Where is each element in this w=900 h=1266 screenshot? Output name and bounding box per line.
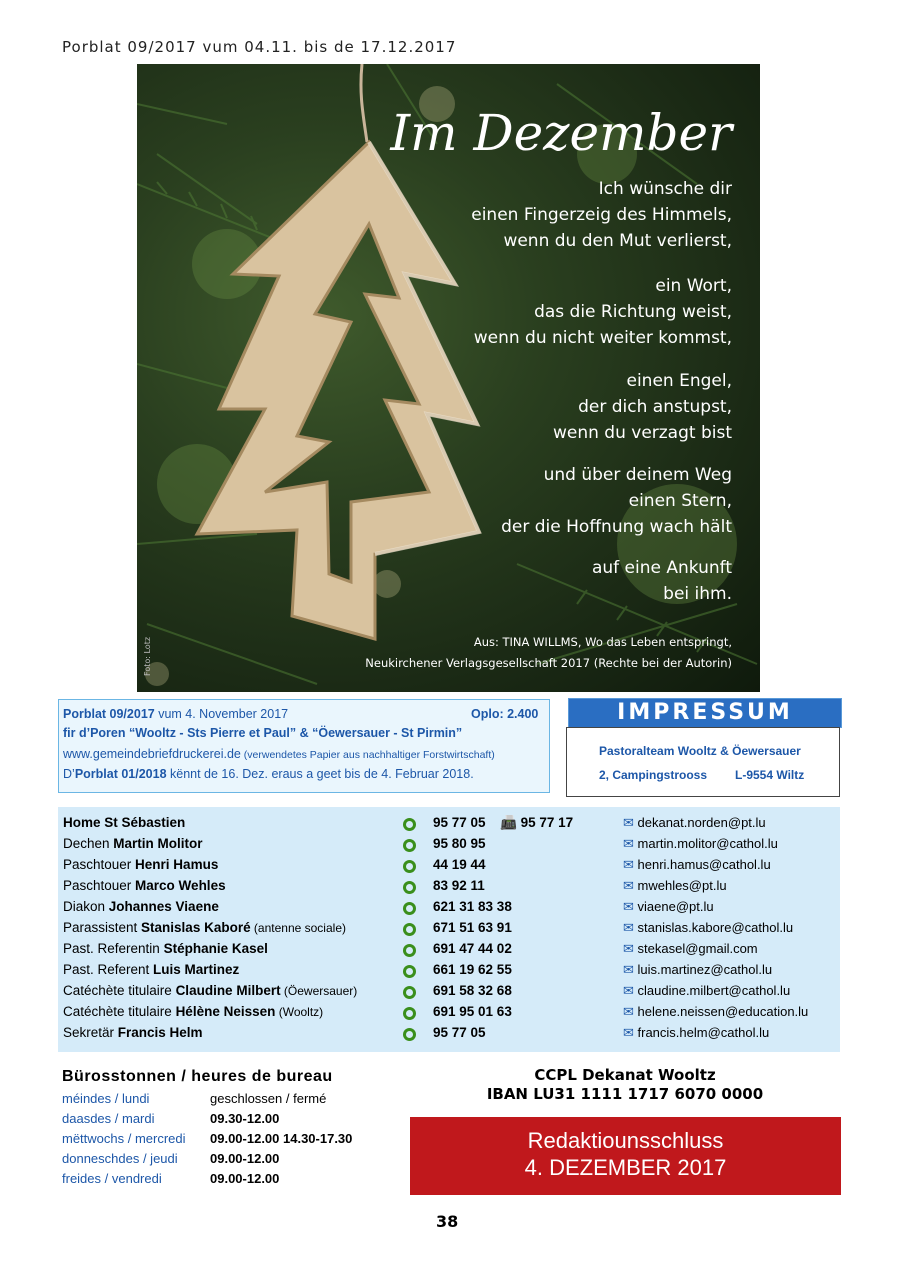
contact-name: Francis Helm [117,1025,203,1040]
contact-email[interactable]: mwehles@pt.lu [637,878,727,893]
contact-phone[interactable]: 621 31 83 38 [433,899,512,914]
contact-name-cell [63,941,268,956]
office-hours-title: Bürosstonnen / heures de bureau [62,1068,333,1085]
contact-email-cell [623,941,758,957]
hours-day: daasdes / mardi [62,1111,155,1126]
contact-email[interactable]: stekasel@gmail.com [637,941,758,956]
fax-icon: 📠 [500,815,521,830]
contact-email-cell [623,1004,808,1020]
email-icon: ✉ [623,899,638,914]
contact-name-cell [63,920,346,935]
contact-role: Catéchète titulaire [63,983,176,998]
contact-row [58,941,840,962]
phone-icon [403,881,416,894]
contact-phone[interactable]: 95 77 05 [433,1025,486,1040]
contact-phone[interactable]: 95 80 95 [433,836,486,851]
bank-account-name: CCPL Dekanat Wooltz [534,1066,716,1084]
fax-number: 95 77 17 [520,815,574,830]
contact-note: (Öewersauer) [280,984,358,998]
deadline-date: 4. DEZEMBER 2017 [524,1155,727,1180]
contact-phone[interactable]: 95 77 05 [433,815,486,830]
email-icon: ✉ [623,962,638,977]
poem-line: Ich wünsche dir [598,179,732,199]
contact-role: Parassistent [63,920,142,935]
contact-name-cell [63,1025,203,1040]
contact-phone[interactable]: 691 47 44 02 [433,941,512,956]
issue-number: Porblat 09/2017 [63,707,155,721]
contact-name: Hélène Neissen [175,1004,276,1019]
contact-email-cell [623,836,778,852]
poem-stanza-3 [553,368,732,446]
contact-email-cell [623,983,790,999]
contact-email[interactable]: claudine.milbert@cathol.lu [637,983,791,998]
poem-line: wenn du nicht weiter kommst, [473,328,732,348]
hours-time: 09.00-12.00 [210,1151,280,1166]
email-icon: ✉ [623,815,638,830]
poem-stanza-4 [501,462,732,540]
contact-name: Johannes Viaene [108,899,219,914]
contact-row [58,920,840,941]
poem-line: einen Engel, [626,371,732,391]
poem-source [365,632,732,674]
email-icon: ✉ [623,1025,638,1040]
poem-line: wenn du den Mut verlierst, [503,231,732,251]
email-icon: ✉ [623,857,638,872]
contacts-table [58,807,840,1052]
parishes-line: fir d’Poren “Wooltz - Sts Pierre et Paul” & “Öewersauer - St Pirmin” [63,726,463,740]
next-issue-line [63,767,474,781]
contact-name-cell [63,815,185,830]
source-line: Neukirchener Verlagsgesellschaft 2017 (Rechte bei der Autorin) [365,656,732,670]
printer-link[interactable]: www.gemeindebriefdruckerei.de [63,747,241,761]
hours-time: 09.00-12.00 [210,1171,280,1186]
hours-day: méindes / lundi [62,1091,150,1106]
contact-name-cell [63,1004,323,1019]
poem-line: ein Wort, [655,276,732,296]
contact-phone[interactable]: 691 58 32 68 [433,983,512,998]
contact-role: Diakon [63,899,109,914]
contact-role: Past. Referentin [63,941,164,956]
contact-name: Home St Sébastien [63,815,186,830]
contact-email[interactable]: dekanat.norden@pt.lu [637,815,766,830]
contact-row [58,815,840,836]
phone-icon [403,860,416,873]
contact-name-cell [63,983,357,998]
contact-name: Marco Wehles [135,878,226,893]
contact-email-cell [623,878,727,894]
contact-email-cell [623,1025,769,1041]
deadline-box [410,1117,841,1195]
issue-line [63,707,288,721]
bank-iban: IBAN LU31 1111 1717 6070 0000 [486,1085,764,1103]
contact-row [58,1004,840,1025]
bank-details [410,1066,840,1104]
contact-row [58,983,840,1004]
impressum-box [566,727,840,797]
poem-line: und über deinem Weg [543,465,732,485]
phone-icon [403,944,416,957]
hours-day: donneschdes / jeudi [62,1151,178,1166]
poem-stanza-2 [474,273,732,351]
contact-row [58,962,840,983]
email-icon: ✉ [623,983,638,998]
contact-phone[interactable]: 691 95 01 63 [433,1004,512,1019]
phone-icon [403,1007,416,1020]
contact-fax [500,815,573,831]
printer-line [63,747,495,761]
issue-header: Porblat 09/2017 vum 04.11. bis de 17.12.2017 [62,38,457,56]
contact-row [58,899,840,920]
impressum-team: Pastoralteam Wooltz & Öewersauer [599,744,801,758]
contact-email[interactable]: martin.molitor@cathol.lu [637,836,778,851]
contact-email[interactable]: francis.helm@cathol.lu [637,1025,770,1040]
contact-name-cell [63,962,239,977]
contact-role: Dechen [63,836,114,851]
contact-name: Stéphanie Kasel [163,941,268,956]
contact-email-cell [623,899,714,915]
phone-icon [403,902,416,915]
contact-role: Paschtouer [63,857,136,872]
hours-time: 09.00-12.00 14.30-17.30 [210,1131,353,1146]
phone-icon [403,818,416,831]
email-icon: ✉ [623,836,638,851]
poem-line: einen Fingerzeig des Himmels, [471,205,732,225]
contact-name-cell [63,878,226,893]
contact-row [58,878,840,899]
contact-name: Henri Hamus [135,857,219,872]
phone-icon [403,923,416,936]
contact-email[interactable]: luis.martinez@cathol.lu [637,962,773,977]
page-number: 38 [436,1212,459,1231]
contact-phone[interactable]: 44 19 44 [433,857,486,872]
deadline-label: Redaktiounsschluss [527,1128,724,1153]
contact-name-cell [63,836,203,851]
contact-email[interactable]: helene.neissen@education.lu [637,1004,809,1019]
phone-icon [403,1028,416,1041]
poem-stanza-1 [471,176,732,254]
contact-row [58,1025,840,1046]
phone-icon [403,839,416,852]
phone-icon [403,965,416,978]
issue-date: vum 4. November 2017 [154,707,289,721]
contact-role: Past. Referent [63,962,154,977]
hours-day: mëttwochs / mercredi [62,1131,186,1146]
contact-email-cell [623,962,772,978]
next-issue-dates: kënnt de 16. Dez. eraus a geet bis de 4. Februar 2018. [166,767,474,781]
paper-note: (verwendetes Papier aus nachhaltiger Forstwirtschaft) [240,749,495,761]
next-issue-prefix: D’ [63,767,75,781]
impressum-street: 2, Campingstrooss [599,768,708,782]
contact-name: Martin Molitor [113,836,203,851]
poem-line: auf eine Ankunft [591,558,732,578]
contact-row [58,857,840,878]
contact-name-cell [63,899,219,914]
contact-email[interactable]: henri.hamus@cathol.lu [637,857,771,872]
contact-name-cell [63,857,218,872]
contact-name: Claudine Milbert [175,983,281,998]
contact-phone[interactable]: 661 19 62 55 [433,962,512,977]
email-icon: ✉ [623,941,638,956]
contact-phone[interactable]: 671 51 63 91 [433,920,512,935]
contact-email[interactable]: stanislas.kabore@cathol.lu [637,920,794,935]
impressum-city: L-9554 Wiltz [735,768,805,782]
contact-role: Paschtouer [63,878,136,893]
poem-line: das die Richtung weist, [534,302,732,322]
email-icon: ✉ [623,920,638,935]
next-issue-number: Porblat 01/2018 [74,767,167,781]
contact-phone[interactable]: 83 92 11 [433,878,485,893]
issue-info-box [58,699,550,793]
contact-email-cell [623,857,771,873]
contact-email-cell [623,920,793,936]
poem-line: bei ihm. [663,584,732,604]
hours-time: geschlossen / fermé [210,1091,327,1106]
email-icon: ✉ [623,1004,638,1019]
source-line: Aus: TINA WILLMS, Wo das Leben entspringt, [473,635,732,649]
contact-note: (Wooltz) [275,1005,324,1019]
contact-role: Catéchète titulaire [63,1004,176,1019]
email-icon: ✉ [623,878,638,893]
poem-line: wenn du verzagt bist [552,423,732,443]
hours-day: freides / vendredi [62,1171,162,1186]
poem-title: Im Dezember [390,104,732,162]
phone-icon [403,986,416,999]
poem-line: der dich anstupst, [578,397,732,417]
poem-line: einen Stern, [628,491,732,511]
contact-name: Stanislas Kaboré [141,920,251,935]
contact-name: Luis Martinez [153,962,240,977]
poem-stanza-5 [592,555,732,607]
contact-email[interactable]: viaene@pt.lu [637,899,714,914]
contact-role: Sekretär [63,1025,118,1040]
christmas-photo [137,64,760,692]
poem-line: der die Hoffnung wach hält [501,517,732,537]
photo-credit: Foto: Lotz [143,636,152,676]
hours-time: 09.30-12.00 [210,1111,280,1126]
contact-row [58,836,840,857]
impressum-heading: IMPRESSUM [568,698,842,728]
contact-email-cell [623,815,766,831]
print-run: Oplo: 2.400 [471,707,539,721]
contact-note: (antenne sociale) [250,921,346,935]
